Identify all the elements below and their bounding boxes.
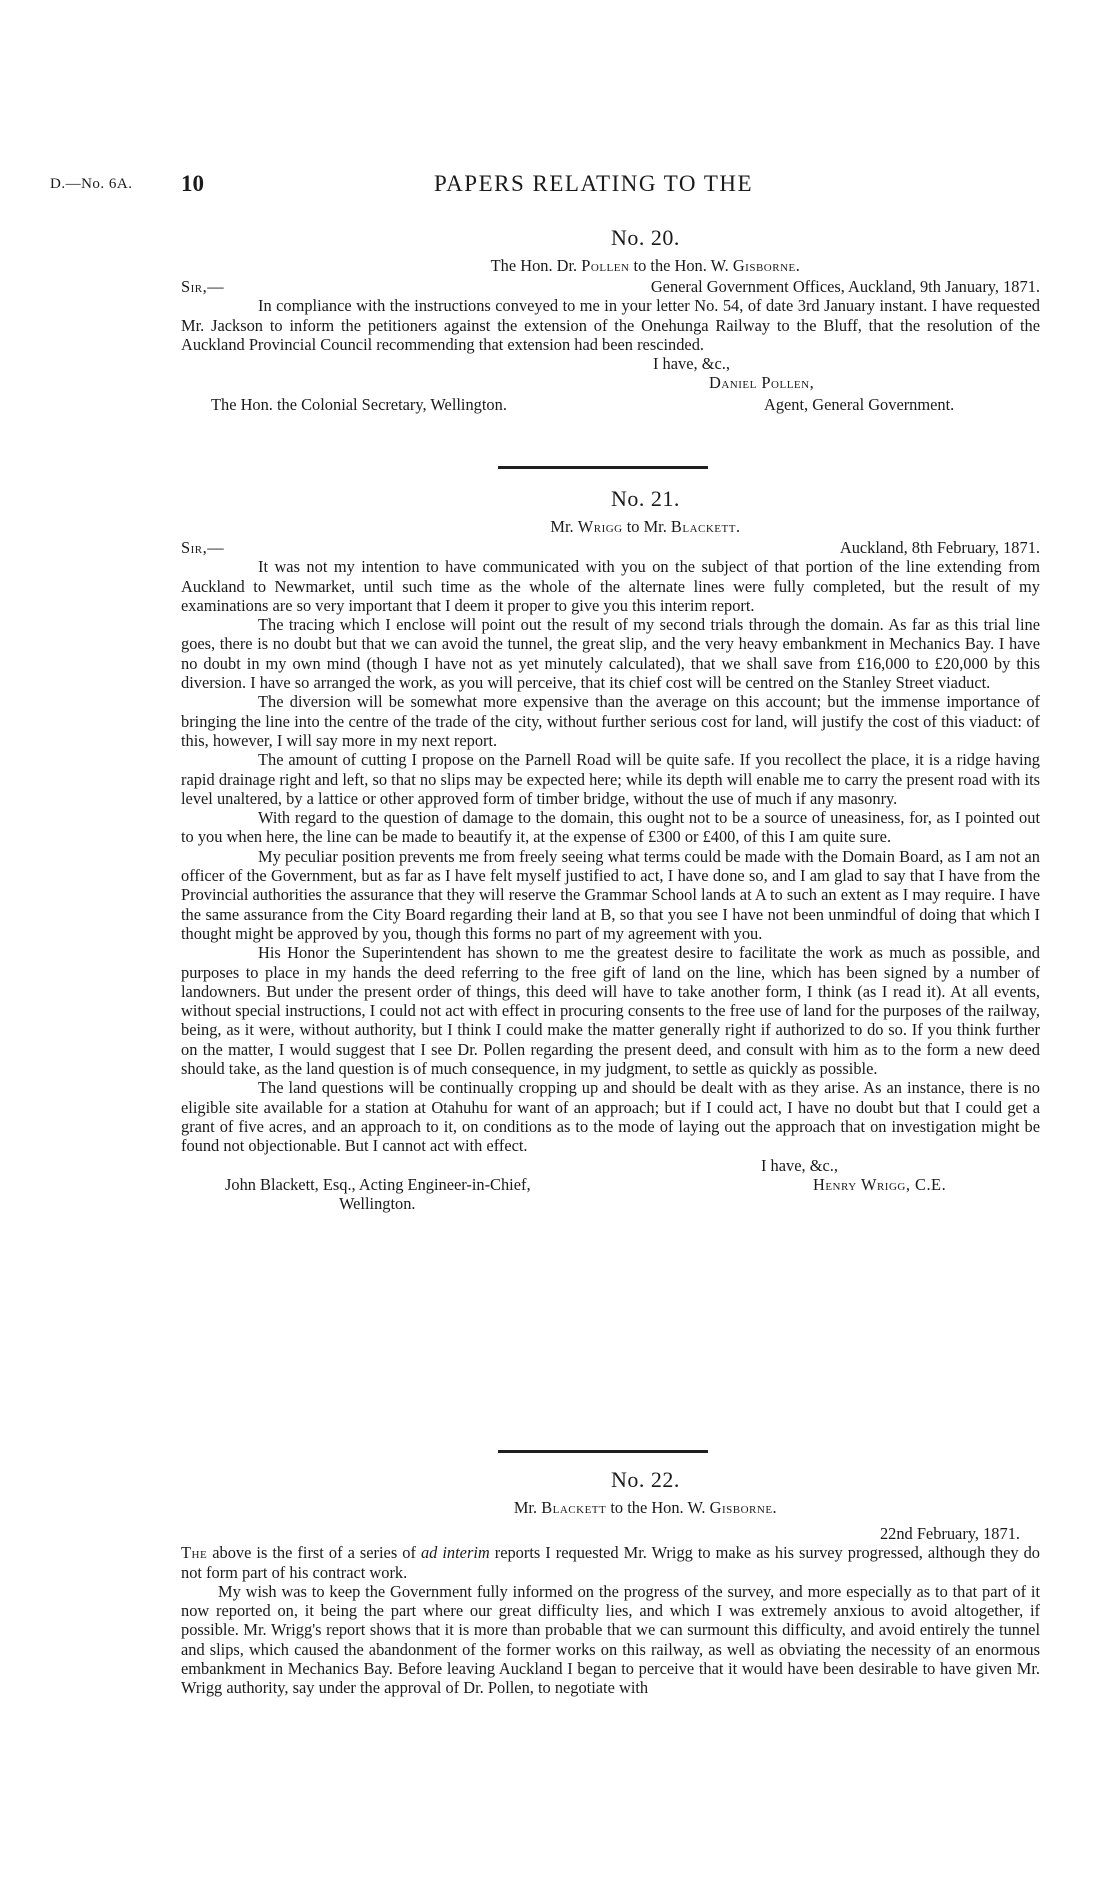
closing: I have, &c., xyxy=(761,1155,838,1175)
closing: I have, &c., xyxy=(653,354,730,374)
dateline: General Government Offices, Auckland, 9th January, 1871. xyxy=(650,277,1040,296)
signatory-capacity: Agent, General Government. xyxy=(764,395,955,415)
paragraph: The amount of cutting I propose on the Parnell Road will be quite safe. If you recollect the place, it is a ridge having rapid drainage right and left, so that no slips may be expected here; while its depth will enable me to carry the present road with its level unaltered, by a lattice or other approved form of timber bridge, without the use of much if any masonry. xyxy=(181,750,1040,808)
text-run: reports I requested Mr. Wrigg to make as his survey progressed, although they do not form part of his contract work. xyxy=(181,1543,1040,1582)
signature: Daniel Pollen, xyxy=(709,373,815,393)
letter-number: No. 20. xyxy=(611,225,680,250)
letter-no-20 xyxy=(181,224,1040,417)
letter-number: No. 21. xyxy=(611,486,680,511)
letter-from: Mr. xyxy=(513,1498,538,1517)
addressee: The Hon. the Colonial Secretary, Wellington. xyxy=(211,395,507,415)
letter-from-name: Blackett xyxy=(541,1498,607,1517)
running-header-title: PAPERS RELATING TO THE xyxy=(434,171,754,196)
addressee-line xyxy=(181,395,1040,417)
letter-to-name: Gisborne. xyxy=(732,256,801,275)
letter-to-prefix: to Mr. xyxy=(626,517,667,536)
letter-parties xyxy=(181,256,1040,276)
letter-parties xyxy=(181,517,1040,537)
salutation-dateline xyxy=(181,277,1040,296)
salutation: Sir,— xyxy=(181,277,225,296)
paragraph: My peculiar position prevents me from freely seeing what terms could be made with the Domain Board, as I am not an officer of the Government, but as far as I have felt myself justified to act, I have done so, and I am glad to say that I have from the Provincial authorities the assurance that they will reserve the Grammar School lands at A to such an extent as I may require. I have the same assurance from the City Board regarding their land at B, so that you see I have not been unmindful of doing that which I thought might be approved by you, though this forms no part of my agreement with you. xyxy=(181,846,1040,943)
letter-to-prefix: to the Hon. W. xyxy=(610,1498,706,1517)
letter-body: In compliance with the instructions conveyed to me in your letter No. 54, of date 3rd January instant. I have requested Mr. Jackson to inform the petitioners against the extension of the Onehunga Railway to the Bluff, that the resolution of the Auckland Provincial Council recommending that extension had been rescinded. xyxy=(181,296,1040,354)
paragraph xyxy=(181,1543,1040,1582)
letter-from: The Hon. Dr. xyxy=(490,256,578,275)
closing-block xyxy=(181,354,1040,395)
paragraph: His Honor the Superintendent has shown to me the greatest desire to facilitate the work as much as possible, and purposes to place in my hands the deed referring to the free gift of land on the line, which has been signed by a number of landowners. But under the present order of things, this deed will have to take another form, I think (as I read it). At all events, without special instructions, I could not act with effect in procuring consents to the free use of land for the purposes of the railway, being, as it were, without authority, but I think I could make the matter generally right if authorized to do so. If you think further on the matter, I would suggest that I see Dr. Pollen regarding the present deed, and consult with him as to the form a new deed should take, as the land question is of much consequence, in my judgment, to settle as quickly as possible. xyxy=(181,943,1040,1079)
paragraph: The diversion will be somewhat more expensive than the average on this account; but the immense importance of bringing the line into the centre of the trade of the city, without further serious cost for land, will justify the cost of this viaduct: of this, however, I will say more in my next report. xyxy=(181,692,1040,750)
letter-no-22 xyxy=(181,1466,1040,1698)
addressee-place: Wellington. xyxy=(339,1194,416,1214)
paragraph: The tracing which I enclose will point out the result of my second trials through the domain. As far as this trial line goes, there is no doubt but that we can avoid the tunnel, the great slip, and the very heavy embankment in Mechanics Bay. I have no doubt in my own mind (though I have not as yet minutely calculated), that we shall save from £16,000 to £20,000 by this diversion. I have so arranged the work, as you will perceive, that its chief cost will be centred on the Stanley Street viaduct. xyxy=(181,615,1040,693)
text-run: above is the first of a series of xyxy=(207,1543,421,1563)
running-header-ref: D.—No. 6A. xyxy=(50,176,133,192)
dateline-row xyxy=(181,1524,1040,1543)
dateline: Auckland, 8th February, 1871. xyxy=(839,538,1040,557)
italic-phrase: ad interim xyxy=(420,1543,490,1563)
lead-word: The xyxy=(181,1543,208,1563)
letter-parties xyxy=(181,1498,1040,1518)
dateline: 22nd February, 1871. xyxy=(879,1524,1020,1543)
paragraph: It was not my intention to have communicated with you on the subject of that portion of the line extending from Auckland to Newmarket, until such time as the whole of the alternate lines were fully completed, but the result of my examinations are so very important that I deem it proper to give you this interim report. xyxy=(181,557,1040,615)
letter-to-name: Gisborne. xyxy=(709,1498,778,1517)
paragraph: My wish was to keep the Government fully informed on the progress of the survey, and more especially as to that part of it now reported on, it being the part where our great difficulty lies, and which I was extremely anxious to avoid altogether, if possible. Mr. Wrigg's report shows that it is more than probable that we can surmount this difficulty, and avoid entirely the tunnel and slips, which caused the abandonment of the former works on this railway, as well as obviating the necessity of an enormous embankment in Mechanics Bay. Before leaving Auckland I began to perceive that it would have been desirable to have given Mr. Wrigg authority, say under the approval of Dr. Pollen, to negotiate with xyxy=(181,1581,1040,1698)
letter-from-name: Wrigg xyxy=(577,517,623,536)
section-divider xyxy=(498,466,708,469)
letter-to-prefix: to the Hon. W. xyxy=(633,256,729,275)
salutation: Sir,— xyxy=(181,538,225,557)
signature: Henry Wrigg, C.E. xyxy=(813,1174,947,1194)
letter-no-21 xyxy=(181,485,1040,1214)
paragraph: With regard to the question of damage to the domain, this ought not to be a source of uneasiness, for, as I pointed out to you when here, the line can be made to beautify it, at the expense of £300 or £400, of this I am quite sure. xyxy=(181,808,1040,847)
page-number: 10 xyxy=(181,171,204,196)
section-divider xyxy=(498,1450,708,1453)
letter-from-name: Pollen xyxy=(581,256,630,275)
addressee: John Blackett, Esq., Acting Engineer-in-Chief, xyxy=(225,1174,531,1194)
letter-number: No. 22. xyxy=(611,1467,680,1492)
closing-block xyxy=(181,1156,1040,1214)
letter-from: Mr. xyxy=(550,517,574,536)
paragraph: The land questions will be continually cropping up and should be dealt with as they arise. As an instance, there is no eligible site available for a station at Otahuhu for want of an approach; but if I could act, I have no doubt but that I could get a grant of five acres, and an approach to it, on conditions as to the mode of laying out the approach that on investigation might be found not objectionable. But I cannot act with effect. xyxy=(181,1078,1040,1156)
salutation-dateline xyxy=(181,538,1040,557)
letter-to-name: Blackett. xyxy=(670,517,741,536)
